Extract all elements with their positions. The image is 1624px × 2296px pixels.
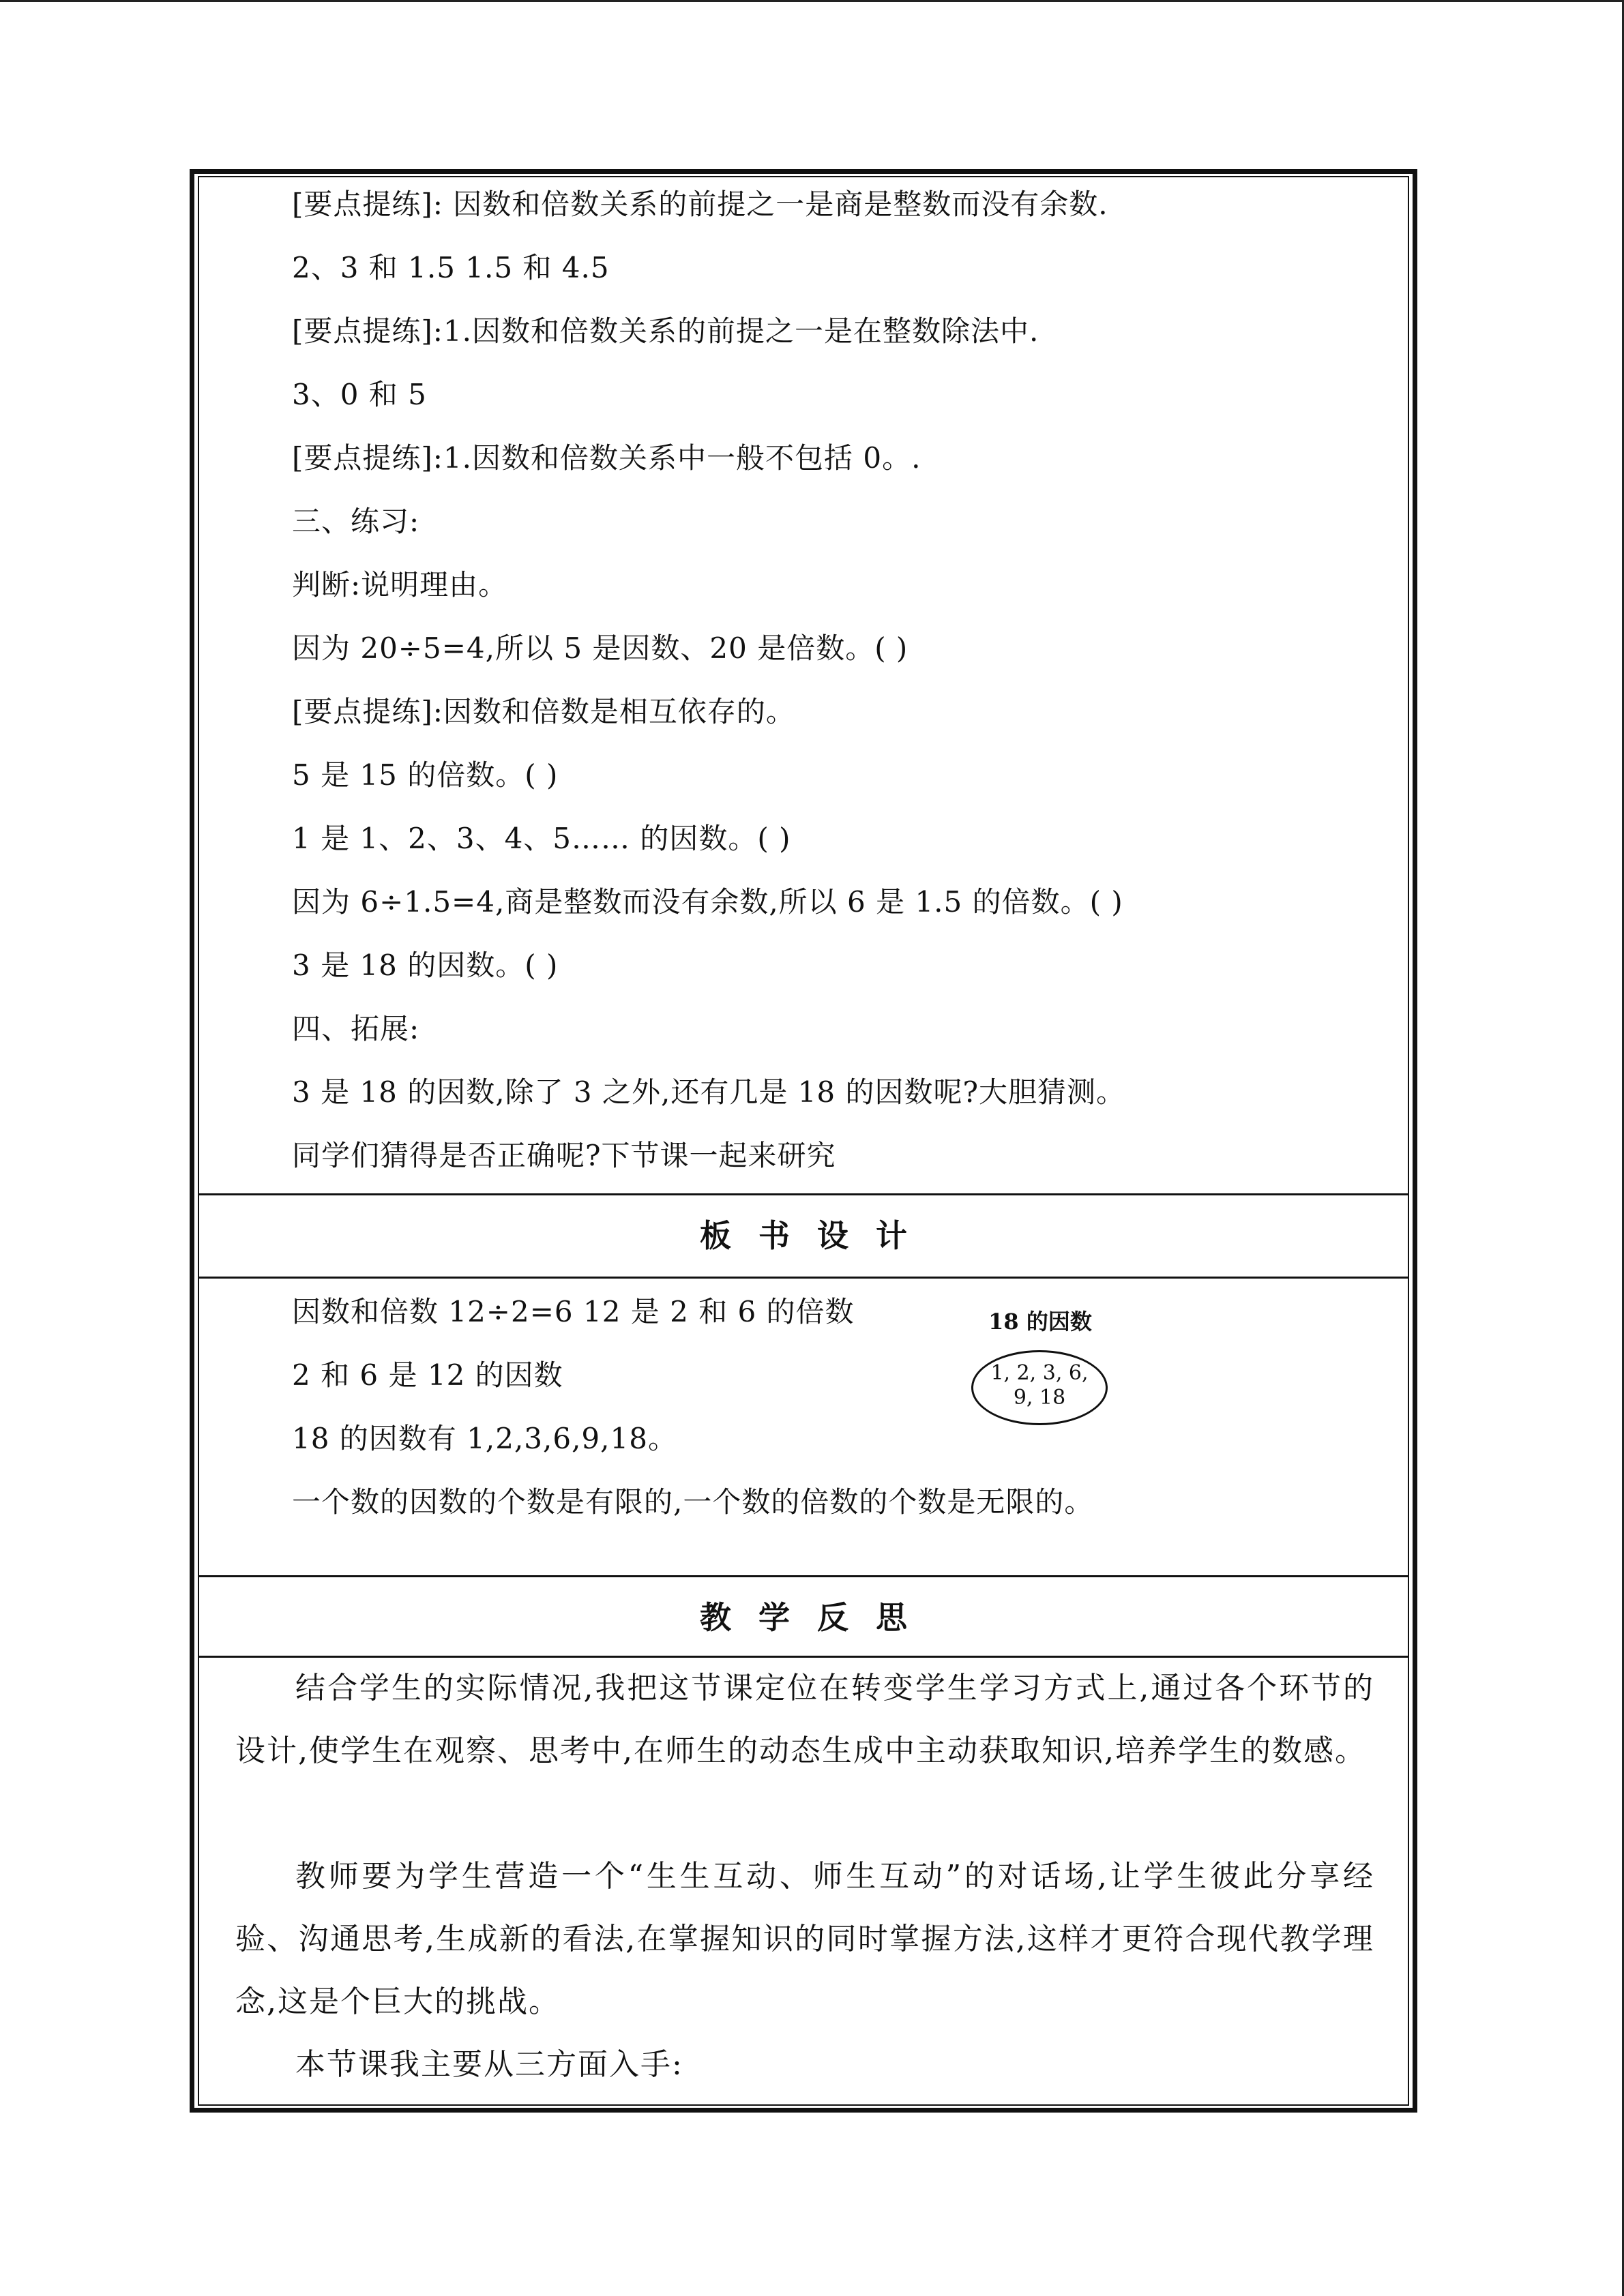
reflection-paragraph-2: 教师要为学生营造一个“生生互动、师生互动”的对话场,让学生彼此分享经验、沟通思考,生成新的看法,在掌握知识的同时掌握方法,这样才更符合现代教学理念,这是个巨大的挑战。 [235, 1859, 1374, 2019]
board-line-4: 一个数的因数的个数是有限的,一个数的倍数的个数是无限的。 [292, 1485, 1094, 1519]
reflection-paragraph-3: 本节课我主要从三方面入手: [295, 2047, 683, 2082]
lesson-line-7: 判断:说明理由。 [292, 568, 508, 601]
lesson-line-2: 2、3 和 1.5 1.5 和 4.5 [292, 251, 610, 284]
figure-factors-line-1: 1, 2, 3, 6, [990, 1361, 1089, 1385]
board-section-title: 板书设计 [700, 1217, 934, 1254]
figure-title: 18 的因数 [988, 1309, 1092, 1335]
board-line-1: 因数和倍数 12÷2=6 12 是 2 和 6 的倍数 [292, 1295, 855, 1328]
lesson-line-3: [要点提练]:1.因数和倍数关系的前提之一是在整数除法中. [292, 314, 1039, 348]
lesson-line-6: 三、练习: [292, 505, 420, 538]
lesson-line-15: 3 是 18 的因数,除了 3 之外,还有几是 18 的因数呢?大胆猜测。 [292, 1075, 1126, 1109]
divider-reflection-top [198, 1575, 1409, 1577]
board-line-3: 18 的因数有 1,2,3,6,9,18。 [292, 1422, 677, 1455]
reflection-paragraph-1: 结合学生的实际情况,我把这节课定位在转变学生学习方式上,通过各个环节的设计,使学生在观察、思考中,在师生的动态生成中主动获取知识,培养学生的数感。 [235, 1671, 1374, 1768]
factors-of-18-figure [962, 1308, 1119, 1465]
divider-board-top [198, 1193, 1409, 1195]
lesson-line-12: 因为 6÷1.5=4,商是整数而没有余数,所以 6 是 1.5 的倍数。( ) [292, 885, 1123, 919]
lesson-line-8: 因为 20÷5=4,所以 5 是因数、20 是倍数。( ) [292, 631, 909, 665]
lesson-line-5: [要点提练]:1.因数和倍数关系中一般不包括 0。. [292, 441, 921, 475]
lesson-line-13: 3 是 18 的因数。( ) [292, 949, 559, 982]
divider-board-bottom [198, 1277, 1409, 1279]
lesson-line-9: [要点提练]:因数和倍数是相互依存的。 [292, 695, 795, 728]
board-line-2: 2 和 6 是 12 的因数 [292, 1358, 563, 1392]
lesson-line-16: 同学们猜得是否正确呢?下节课一起来研究 [292, 1139, 836, 1172]
lesson-line-10: 5 是 15 的倍数。( ) [292, 758, 559, 792]
reflection-section-title: 教学反思 [700, 1599, 934, 1636]
lesson-line-14: 四、拓展: [292, 1012, 420, 1045]
lesson-line-4: 3、0 和 5 [292, 378, 427, 411]
lesson-line-11: 1 是 1、2、3、4、5…… 的因数。( ) [292, 822, 791, 855]
page-top-rule [0, 0, 1624, 2]
figure-factors-line-2: 9, 18 [1013, 1386, 1066, 1410]
lesson-line-1: [要点提练]: 因数和倍数关系的前提之一是商是整数而没有余数. [292, 188, 1108, 221]
